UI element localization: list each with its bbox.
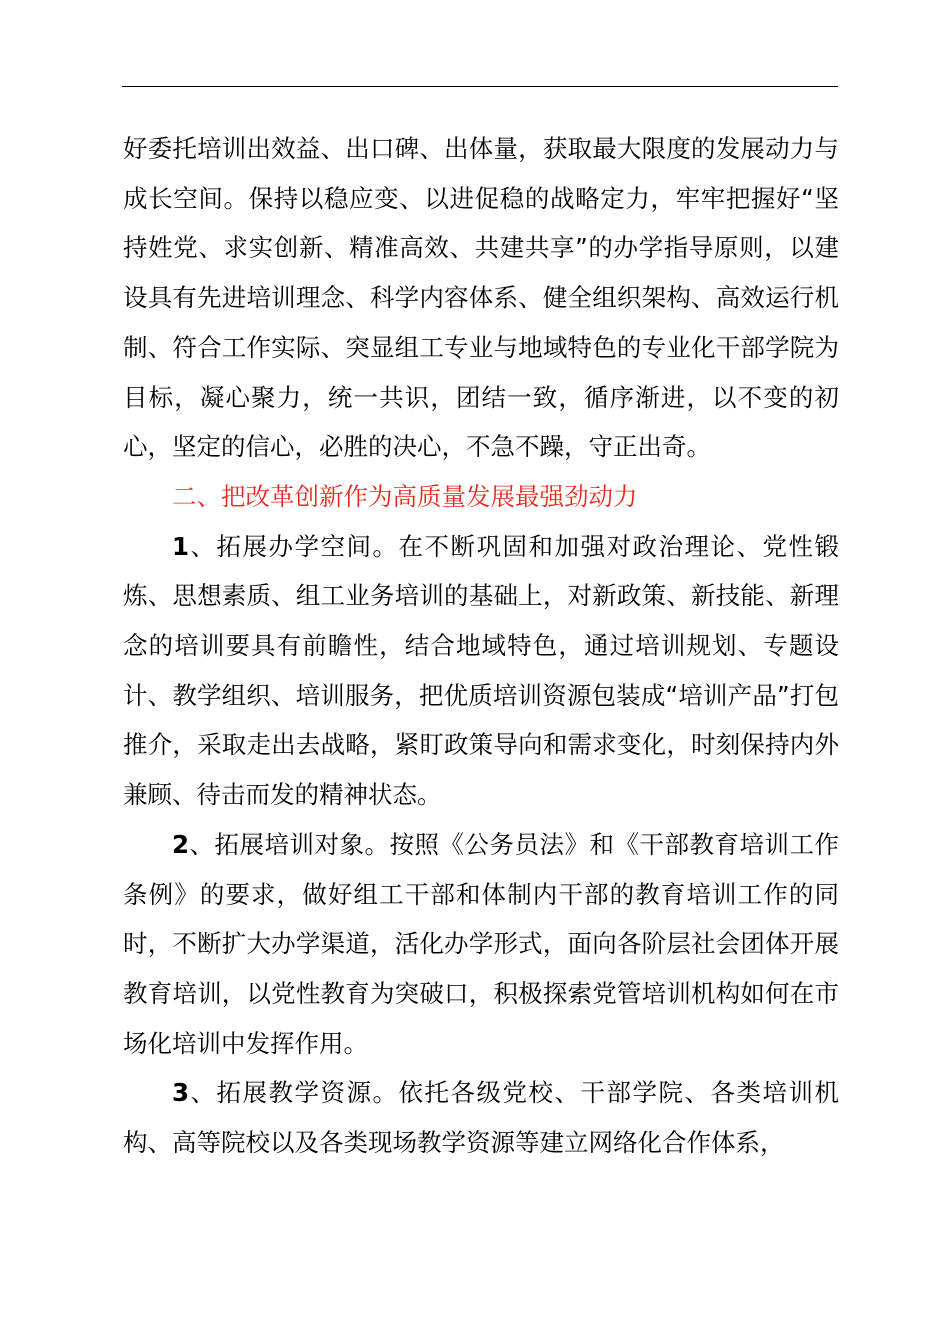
item-number: 2 [172, 829, 190, 859]
item-text: 、拓展培训对象。按照《公务员法》和《干部教育培训工作条例》的要求，做好组工干部和体制内干部的教育培训工作的同时，不断扩大办学渠道，活化办学形式，面向各阶层社会团体开展教育培训，以党性教育为突破口，积极探索党管培训机构如何在市场化培训中发挥作用。 [123, 829, 839, 1058]
paragraph-continuation: 好委托培训出效益、出口碑、出体量，获取最大限度的发展动力与成长空间。保持以稳应变、以进促稳的战略定力，牢牢把握好“坚持姓党、求实创新、精准高效、共建共享”的办学指导原则，以建设具有先进培训理念、科学内容体系、健全组织架构、高效运行机制、符合工作实际、突显组工专业与地域特色的专业化干部学院为目标，凝心聚力，统一共识，团结一致，循序渐进，以不变的初心，坚定的信心，必胜的决心，不急不躁，守正出奇。 [123, 134, 839, 462]
header-rule [122, 86, 838, 87]
document-body [123, 124, 839, 1168]
section-heading: 二、把改革创新作为高质量发展最强劲动力 [172, 481, 638, 511]
list-item-1 [123, 522, 839, 820]
item-number: 3 [172, 1078, 190, 1108]
list-item-3 [123, 1068, 839, 1167]
item-text: 、拓展办学空间。在不断巩固和加强对政治理论、党性锻炼、思想素质、组工业务培训的基础上，对新政策、新技能、新理念的培训要具有前瞻性，结合地域特色，通过培训规划、专题设计、教学组织、培训服务，把优质培训资源包装成“培训产品”打包推介，采取走出去战略，紧盯政策导向和需求变化，时刻保持内外兼顾、待击而发的精神状态。 [123, 531, 839, 810]
item-number: 1 [172, 531, 190, 561]
item-text: 、拓展教学资源。依托各级党校、干部学院、各类培训机构、高等院校以及各类现场教学资源等建立网络化合作体系， [123, 1078, 839, 1158]
list-item-2 [123, 820, 839, 1069]
